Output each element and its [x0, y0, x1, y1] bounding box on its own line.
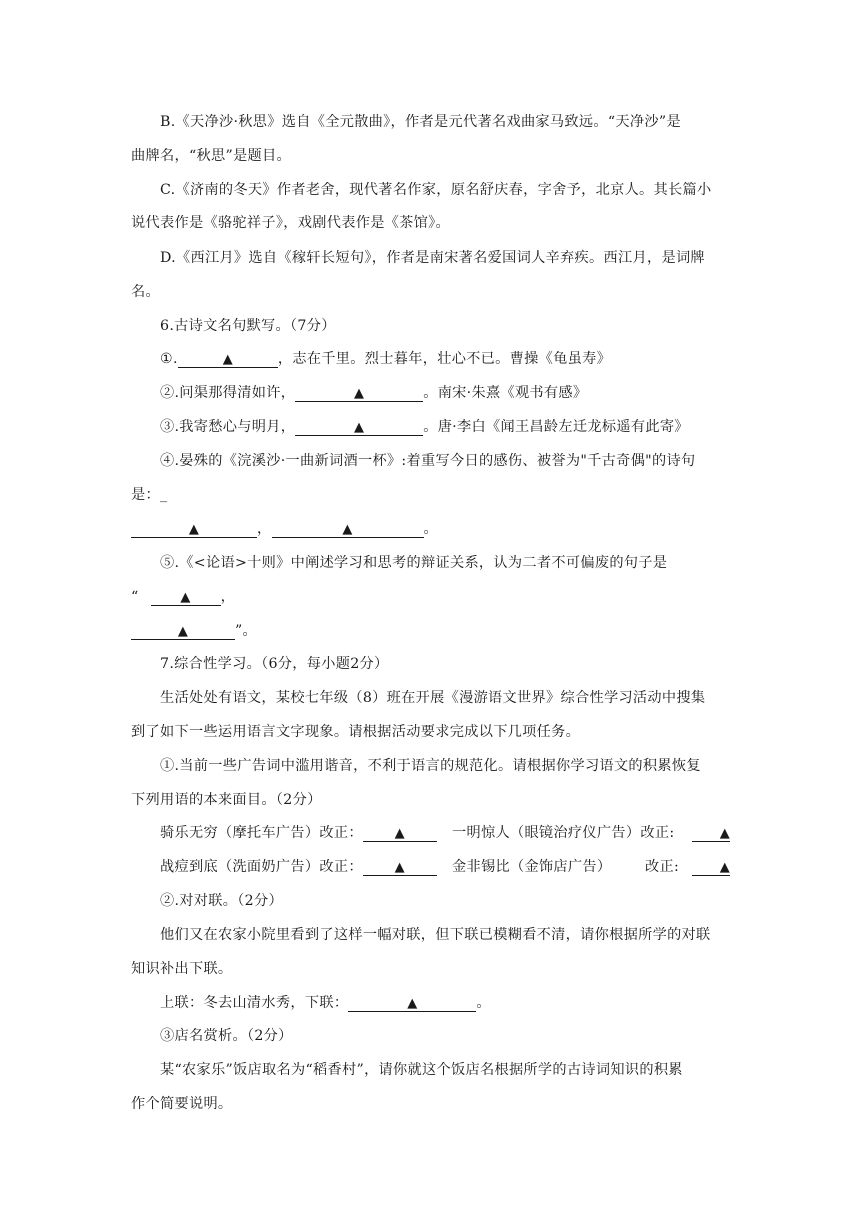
- q7-ad-row1-right: [452, 823, 674, 843]
- q7-ad2-blank[interactable]: [692, 825, 730, 842]
- q7-title: 7.综合性学习。（6分，每小题2分）: [160, 656, 389, 672]
- q7-sub3-line1: 某“农家乐”饭店取名为“稻香村”，请你就这个饭店名根据所学的古诗词知识的积累: [160, 1062, 683, 1078]
- q6-item1-blank[interactable]: [178, 351, 278, 368]
- option-b-line2: 曲牌名，“秋思”是题目。: [131, 148, 291, 164]
- q6-item2-suffix: 。南宋·朱熹《观书有感》: [423, 385, 588, 401]
- q7-ad4-fix: 改正:: [645, 859, 680, 875]
- q7-sub3-line2: 作个简要说明。: [131, 1096, 233, 1112]
- q6-item4-sep: ，: [257, 521, 272, 537]
- q7-ad3: 战痘到底（洗面奶广告）改正：: [160, 859, 363, 875]
- q6-item4-answers: [131, 519, 438, 539]
- triangle-marker: ▲: [719, 826, 730, 841]
- q7-sub3-title: ③店名赏析。（2分）: [160, 1028, 293, 1044]
- q7-sub2-line2: 知识补出下联。: [131, 961, 233, 977]
- q7-intro-line2: 到了如下一些运用语言文字现象。请根据活动要求完成以下几项任务。: [131, 724, 581, 740]
- option-b-line1: B.《天净沙·秋思》选自《全元散曲》，作者是元代著名戏曲家马致远。“天净沙”是: [160, 114, 681, 130]
- q7-sub1-line1: ①.当前一些广告词中滥用谐音，不利于语言的规范化。请根据你学习语文的积累恢复: [160, 758, 701, 774]
- triangle-marker: ▲: [354, 386, 365, 401]
- q6-item5-blank1[interactable]: [151, 589, 221, 606]
- q7-ad2: 一明惊人（眼镜治疗仪广告）改正:: [452, 825, 675, 841]
- q6-item4-line1: ④.晏殊的《浣溪沙·一曲新词酒一杯》:着重写今日的感伤、被誉为"千古奇偶"的诗句: [160, 453, 696, 469]
- q7-ad4-blank-wrap: [692, 857, 730, 877]
- triangle-marker: ▲: [394, 826, 405, 841]
- q7-couplet: [160, 993, 491, 1013]
- q6-item4-line2: 是：_: [131, 487, 168, 503]
- q6-item5-open: “: [131, 589, 139, 605]
- q7-couplet-prefix: 上联：冬去山清水秀，下联：: [160, 995, 349, 1011]
- triangle-marker: ▲: [342, 522, 353, 537]
- q7-intro-line1: 生活处处有语文，某校七年级（8）班在开展《漫游语文世界》综合性学习活动中搜集: [160, 690, 706, 706]
- q6-item1: [160, 349, 611, 369]
- q6-item3-blank[interactable]: [295, 419, 423, 436]
- q7-ad1-blank[interactable]: [363, 825, 437, 842]
- q6-item4-blank2[interactable]: [272, 521, 424, 538]
- q7-couplet-end: 。: [476, 995, 491, 1011]
- q7-sub2-title: ②.对对联。（2分）: [160, 893, 283, 909]
- q7-ad2-blank-wrap: [692, 823, 730, 843]
- q6-item4-end: 。: [423, 521, 438, 537]
- q7-ad3-blank[interactable]: [363, 859, 437, 876]
- triangle-marker: ▲: [177, 624, 189, 639]
- triangle-marker: ▲: [222, 352, 233, 367]
- option-c-line2: 说代表作是《骆驼祥子》，戏剧代表作是《茶馆》。: [131, 215, 451, 231]
- q6-title: 6.古诗文名句默写。（7分）: [160, 318, 336, 334]
- q7-sub1-line2: 下列用语的本来面目。（2分）: [131, 792, 322, 808]
- option-d-line1: D.《西江月》选自《稼轩长短句》，作者是南宋著名爱国词人辛弃疾。西江月，是词牌: [160, 250, 705, 266]
- q6-item5-line3: [131, 621, 257, 641]
- q6-item3-prefix: ③.我寄愁心与明月，: [160, 419, 296, 435]
- q6-item3: [160, 417, 689, 437]
- q6-item3-suffix: 。唐·李白《闻王昌龄左迁龙标遥有此寄》: [423, 419, 689, 435]
- q7-couplet-blank[interactable]: [348, 995, 476, 1012]
- q6-item2-blank[interactable]: [295, 385, 423, 402]
- triangle-marker: ▲: [180, 590, 191, 605]
- triangle-marker: ▲: [719, 860, 730, 875]
- option-d-line2: 名。: [131, 284, 160, 300]
- triangle-marker: ▲: [354, 420, 365, 435]
- q6-item1-suffix: ，志在千里。烈士暮年，壮心不已。曹操《龟虽寿》: [277, 351, 612, 367]
- q6-item2: [160, 383, 587, 403]
- q6-item2-prefix: ②.问渠那得清如许，: [160, 385, 296, 401]
- q7-ad4-blank[interactable]: [692, 859, 730, 876]
- triangle-marker: ▲: [407, 996, 418, 1011]
- q7-ad-row1: [160, 823, 437, 843]
- q7-ad4: 金非锡比（金饰店广告）: [452, 859, 612, 875]
- triangle-marker: ▲: [188, 522, 200, 537]
- q6-item5-comma: ，: [220, 589, 236, 605]
- q7-sub2-line1: 他们又在农家小院里看到了这样一幅对联，但下联已模糊看不清，请你根据所学的对联: [160, 927, 711, 943]
- q7-ad-row2: [160, 857, 437, 877]
- q6-item1-prefix: ①.: [160, 351, 178, 367]
- q7-ad1: 骑乐无穷（摩托车广告）改正：: [160, 825, 363, 841]
- option-c-line1: C.《济南的冬天》作者老舍，现代著名作家，原名舒庆春，字舍予，北京人。其长篇小: [160, 182, 712, 198]
- q6-item5-blank2[interactable]: [131, 623, 235, 640]
- q6-item5-line2: [131, 587, 235, 607]
- q6-item5-line1: ⑤.《<论语>十则》中阐述学习和思考的辩证关系，认为二者不可偏废的句子是: [160, 555, 668, 571]
- q6-item4-blank1[interactable]: [131, 521, 257, 538]
- triangle-marker: ▲: [394, 860, 405, 875]
- q6-item5-close: ”。: [235, 623, 258, 639]
